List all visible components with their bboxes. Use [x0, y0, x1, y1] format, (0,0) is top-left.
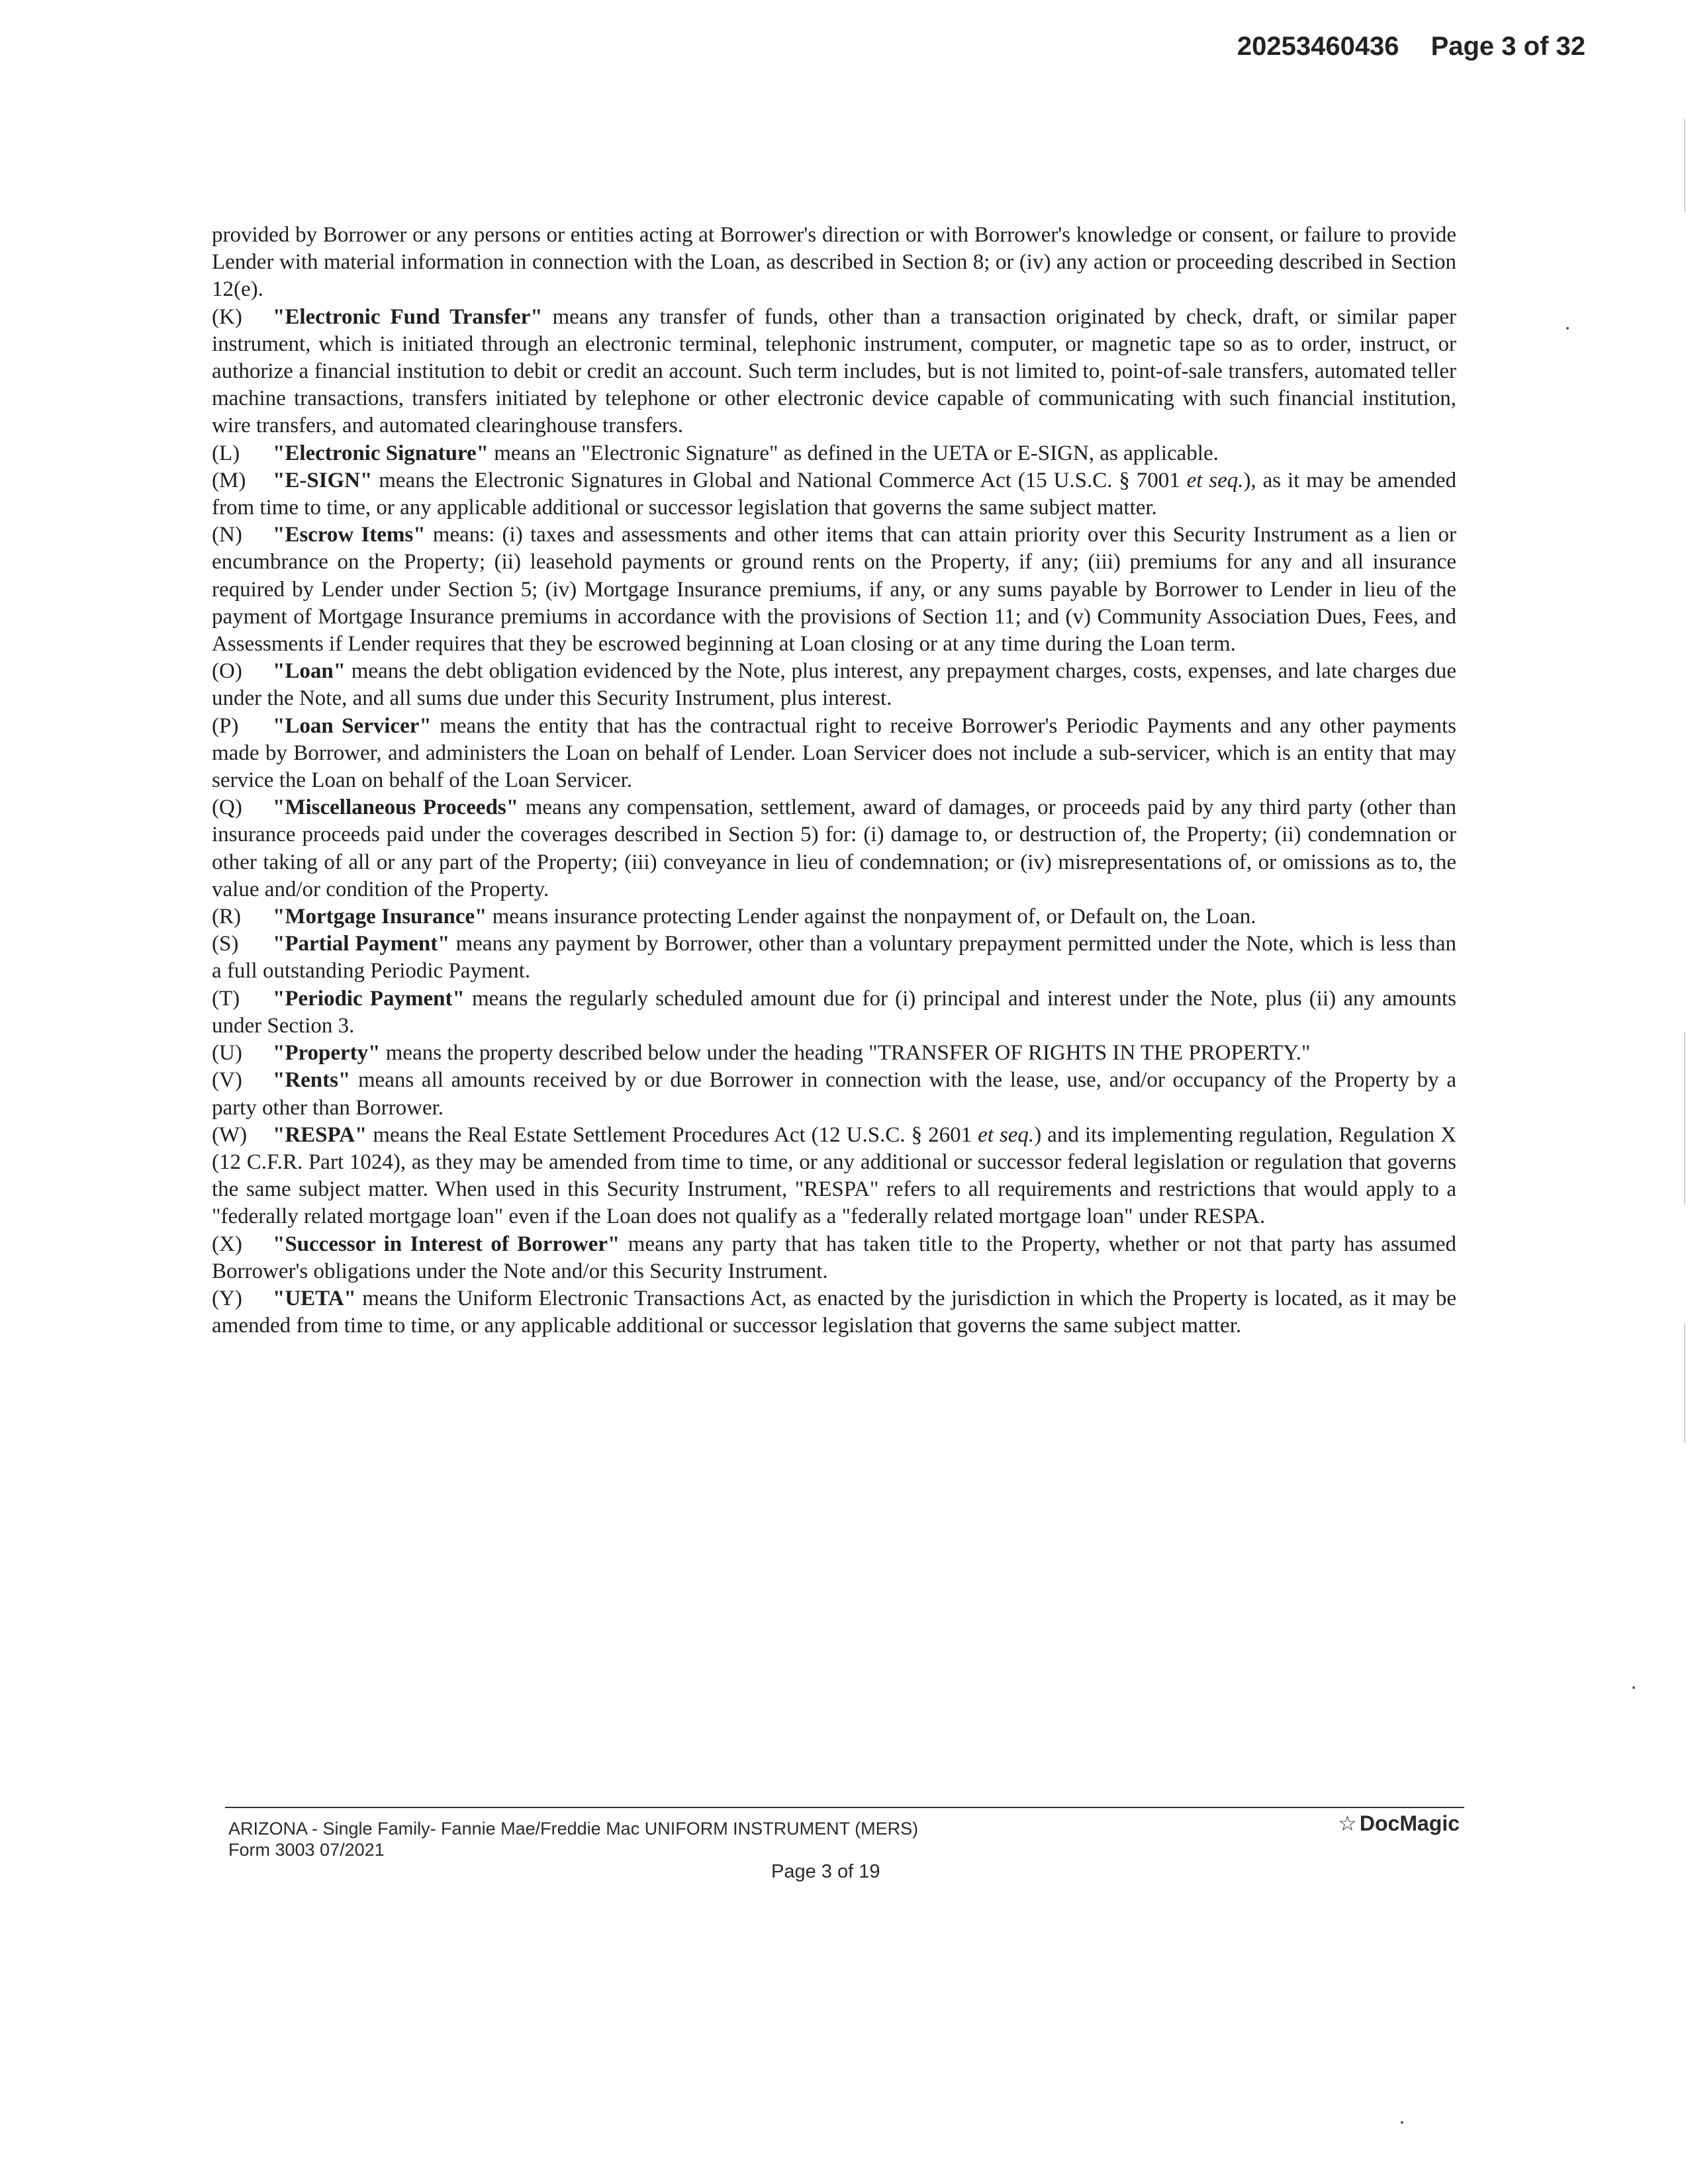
definition-text: means the property described below under the heading "TRANSFER OF RIGHTS IN THE PROPERTY." — [380, 1041, 1311, 1066]
definition-term: "Electronic Fund Transfer" — [273, 304, 543, 329]
definition-label: (U) — [212, 1041, 242, 1066]
scan-edge-mark — [1684, 1032, 1685, 1205]
definition-italic: et seq. — [1186, 468, 1244, 492]
document-body — [212, 222, 1456, 1340]
definition-label: (Y) — [212, 1286, 242, 1310]
definition-text: means the Uniform Electronic Transactions Act, as enacted by the jurisdiction in which the Property is located, as it may be amended from time to time, or any applicable additional or successor legislation that governs the same subject matter. — [212, 1286, 1456, 1338]
definition-term: "Escrow Items" — [273, 523, 426, 547]
definition-term: "UETA" — [273, 1286, 356, 1310]
star-icon: ☆ — [1338, 1811, 1357, 1835]
recording-page-label: Page 3 of 32 — [1430, 32, 1585, 61]
definition-term: "Rents" — [273, 1068, 351, 1093]
definition-text: means any transfer of funds, other than a transaction originated by check, draft, or similar paper instrument, which is initiated through an electronic terminal, telephonic instrument, computer, or magnetic tape so as to order, instruct, or authorize a financial institution to debit or credit an account. Such term includes, but is not limited to, point-of-sale transfers, automated teller machine transactions, transfers initiated by telephone or other electronic device capable of communicating with such financial institution, wire transfers, and automated clearinghouse transfers. — [212, 304, 1456, 438]
definition-k — [212, 304, 1456, 440]
scan-speck — [1632, 1686, 1635, 1689]
definition-term: "Periodic Payment" — [273, 986, 465, 1011]
footer-form-title: ARIZONA - Single Family- Fannie Mae/Freddie Mac UNIFORM INSTRUMENT (MERS) — [228, 1819, 919, 1839]
definition-text: means insurance protecting Lender against the nonpayment of, or Default on, the Loan. — [487, 905, 1256, 929]
definition-label: (M) — [212, 468, 246, 492]
definition-label: (T) — [212, 986, 240, 1011]
recording-stamp — [1237, 32, 1585, 62]
definition-l — [212, 440, 1456, 467]
scan-edge-mark — [1684, 119, 1685, 212]
document-number: 20253460436 — [1237, 32, 1399, 61]
definition-label: (W) — [212, 1122, 248, 1147]
definition-text: means the Real Estate Settlement Procedures Act (12 U.S.C. § 2601 — [367, 1122, 978, 1147]
definition-label: (N) — [212, 523, 242, 547]
definition-italic: et seq. — [978, 1122, 1035, 1147]
definition-o — [212, 658, 1456, 712]
definition-label: (P) — [212, 713, 239, 738]
definition-label: (L) — [212, 441, 240, 465]
definition-label: (R) — [212, 905, 241, 929]
definition-text: means the regularly scheduled amount due for (i) principal and interest under the Note, plus (ii) any amounts under Section 3. — [212, 986, 1456, 1038]
definition-label: (S) — [212, 932, 239, 956]
definition-label: (X) — [212, 1232, 242, 1256]
definition-text: means the Electronic Signatures in Global and National Commerce Act (15 U.S.C. § 7001 — [372, 468, 1187, 492]
definition-y — [212, 1285, 1456, 1340]
definition-label: (O) — [212, 659, 242, 684]
definition-s — [212, 931, 1456, 985]
definition-x — [212, 1231, 1456, 1285]
footer-brand-name: DocMagic — [1359, 1811, 1460, 1835]
definition-w — [212, 1122, 1456, 1231]
definition-text: means any payment by Borrower, other than a voluntary prepayment permitted under the Note, which is less than a full outstanding Periodic Payment. — [212, 932, 1456, 983]
definition-term: "E-SIGN" — [273, 468, 373, 492]
definition-text: means any compensation, settlement, award of damages, or proceeds paid by any third party (other than insurance proceeds paid under the coverages described in Section 5) for: (i) damage to, or destruction of, the Property; (ii) condemnation or other taking of all or any part of the Property; (iii) conveyance in lieu of condemnation; or (iv) misrepresentations of, or omissions as to, the value and/or condition of the Property. — [212, 796, 1456, 901]
definition-term: "Miscellaneous Proceeds" — [273, 796, 519, 820]
definition-term: "Mortgage Insurance" — [273, 905, 487, 929]
footer-divider — [225, 1807, 1464, 1808]
definition-p — [212, 713, 1456, 795]
definition-term: "Electronic Signature" — [273, 441, 489, 465]
definition-v — [212, 1067, 1456, 1121]
continuation-paragraph: provided by Borrower or any persons or entities acting at Borrower's direction or with Borrower's knowledge or consent, or failure to provide Lender with material information in connection with the Loan, as described in Section 8; or (iv) any action or proceeding described in Section 12(e). — [212, 223, 1456, 302]
definition-term: "Property" — [273, 1041, 381, 1066]
definition-text: means: (i) taxes and assessments and other items that can attain priority over this Security Instrument as a lien or encumbrance on the Property; (ii) leasehold payments or ground rents on the Property, if any; (iii) premiums for any and all insurance required by Lender under Section 5; (iv) Mortgage Insurance premiums, if any, or any sums payable by Borrower to Lender in lieu of the payment of Mortgage Insurance premiums in accordance with the provisions of Section 11; and (v) Community Association Dues, Fees, and Assessments if Lender requires that they be escrowed beginning at Loan closing or at any time during the Loan term. — [212, 523, 1456, 657]
definition-q — [212, 794, 1456, 903]
definition-term: "Loan Servicer" — [273, 713, 432, 738]
definition-text: means an "Electronic Signature" as defined in the UETA or E-SIGN, as applicable. — [489, 441, 1219, 465]
scan-speck — [1401, 2121, 1403, 2124]
definition-text: means all amounts received by or due Borrower in connection with the lease, use, and/or occupancy of the Property by a party other than Borrower. — [212, 1068, 1456, 1120]
definition-m — [212, 467, 1456, 522]
definition-term: "RESPA" — [273, 1122, 367, 1147]
definition-term: "Loan" — [273, 659, 346, 684]
definition-u — [212, 1040, 1456, 1067]
definition-text-after: ), as it may be amended from time to time, or any applicable additional or successor legislation that governs the same subject matter. — [212, 468, 1456, 520]
definition-text: means the entity that has the contractual right to receive Borrower's Periodic Payments and any other payments made by Borrower, and administers the Loan on behalf of Lender. Loan Servicer does not include a sub-servicer, which is an entity that may service the Loan on behalf of the Loan Servicer. — [212, 713, 1457, 793]
scan-speck — [1566, 327, 1569, 330]
definition-t — [212, 985, 1456, 1040]
footer-brand-logo — [1338, 1811, 1460, 1836]
definition-text: means the debt obligation evidenced by the Note, plus interest, any prepayment charges, costs, expenses, and late charges due under the Note, and all sums due under this Security Instrument, plus interest. — [212, 659, 1456, 711]
scan-edge-mark — [1684, 1324, 1685, 1443]
footer-form-number: Form 3003 07/2021 — [228, 1840, 385, 1860]
footer-page-number: Page 3 of 19 — [771, 1861, 880, 1882]
definition-label: (K) — [212, 304, 242, 329]
definition-text-after: ) and its implementing regulation, Regulation X (12 C.F.R. Part 1024), as they may be amended from time to time, or any additional or successor federal legislation or regulation that governs the same subject matter. When used in this Security Instrument, "RESPA" refers to all requirements and restrictions that would apply to a "federally related mortgage loan" even if the Loan does not qualify as a "federally related mortgage loan" under RESPA. — [212, 1122, 1456, 1229]
definition-label: (V) — [212, 1068, 242, 1093]
definition-text: means any party that has taken title to the Property, whether or not that party has assumed Borrower's obligations under the Note and/or this Security Instrument. — [212, 1232, 1457, 1283]
definition-term: "Successor in Interest of Borrower" — [273, 1232, 620, 1256]
definition-r — [212, 903, 1456, 931]
definition-term: "Partial Payment" — [273, 932, 450, 956]
definition-n — [212, 522, 1456, 658]
definition-label: (Q) — [212, 796, 242, 820]
